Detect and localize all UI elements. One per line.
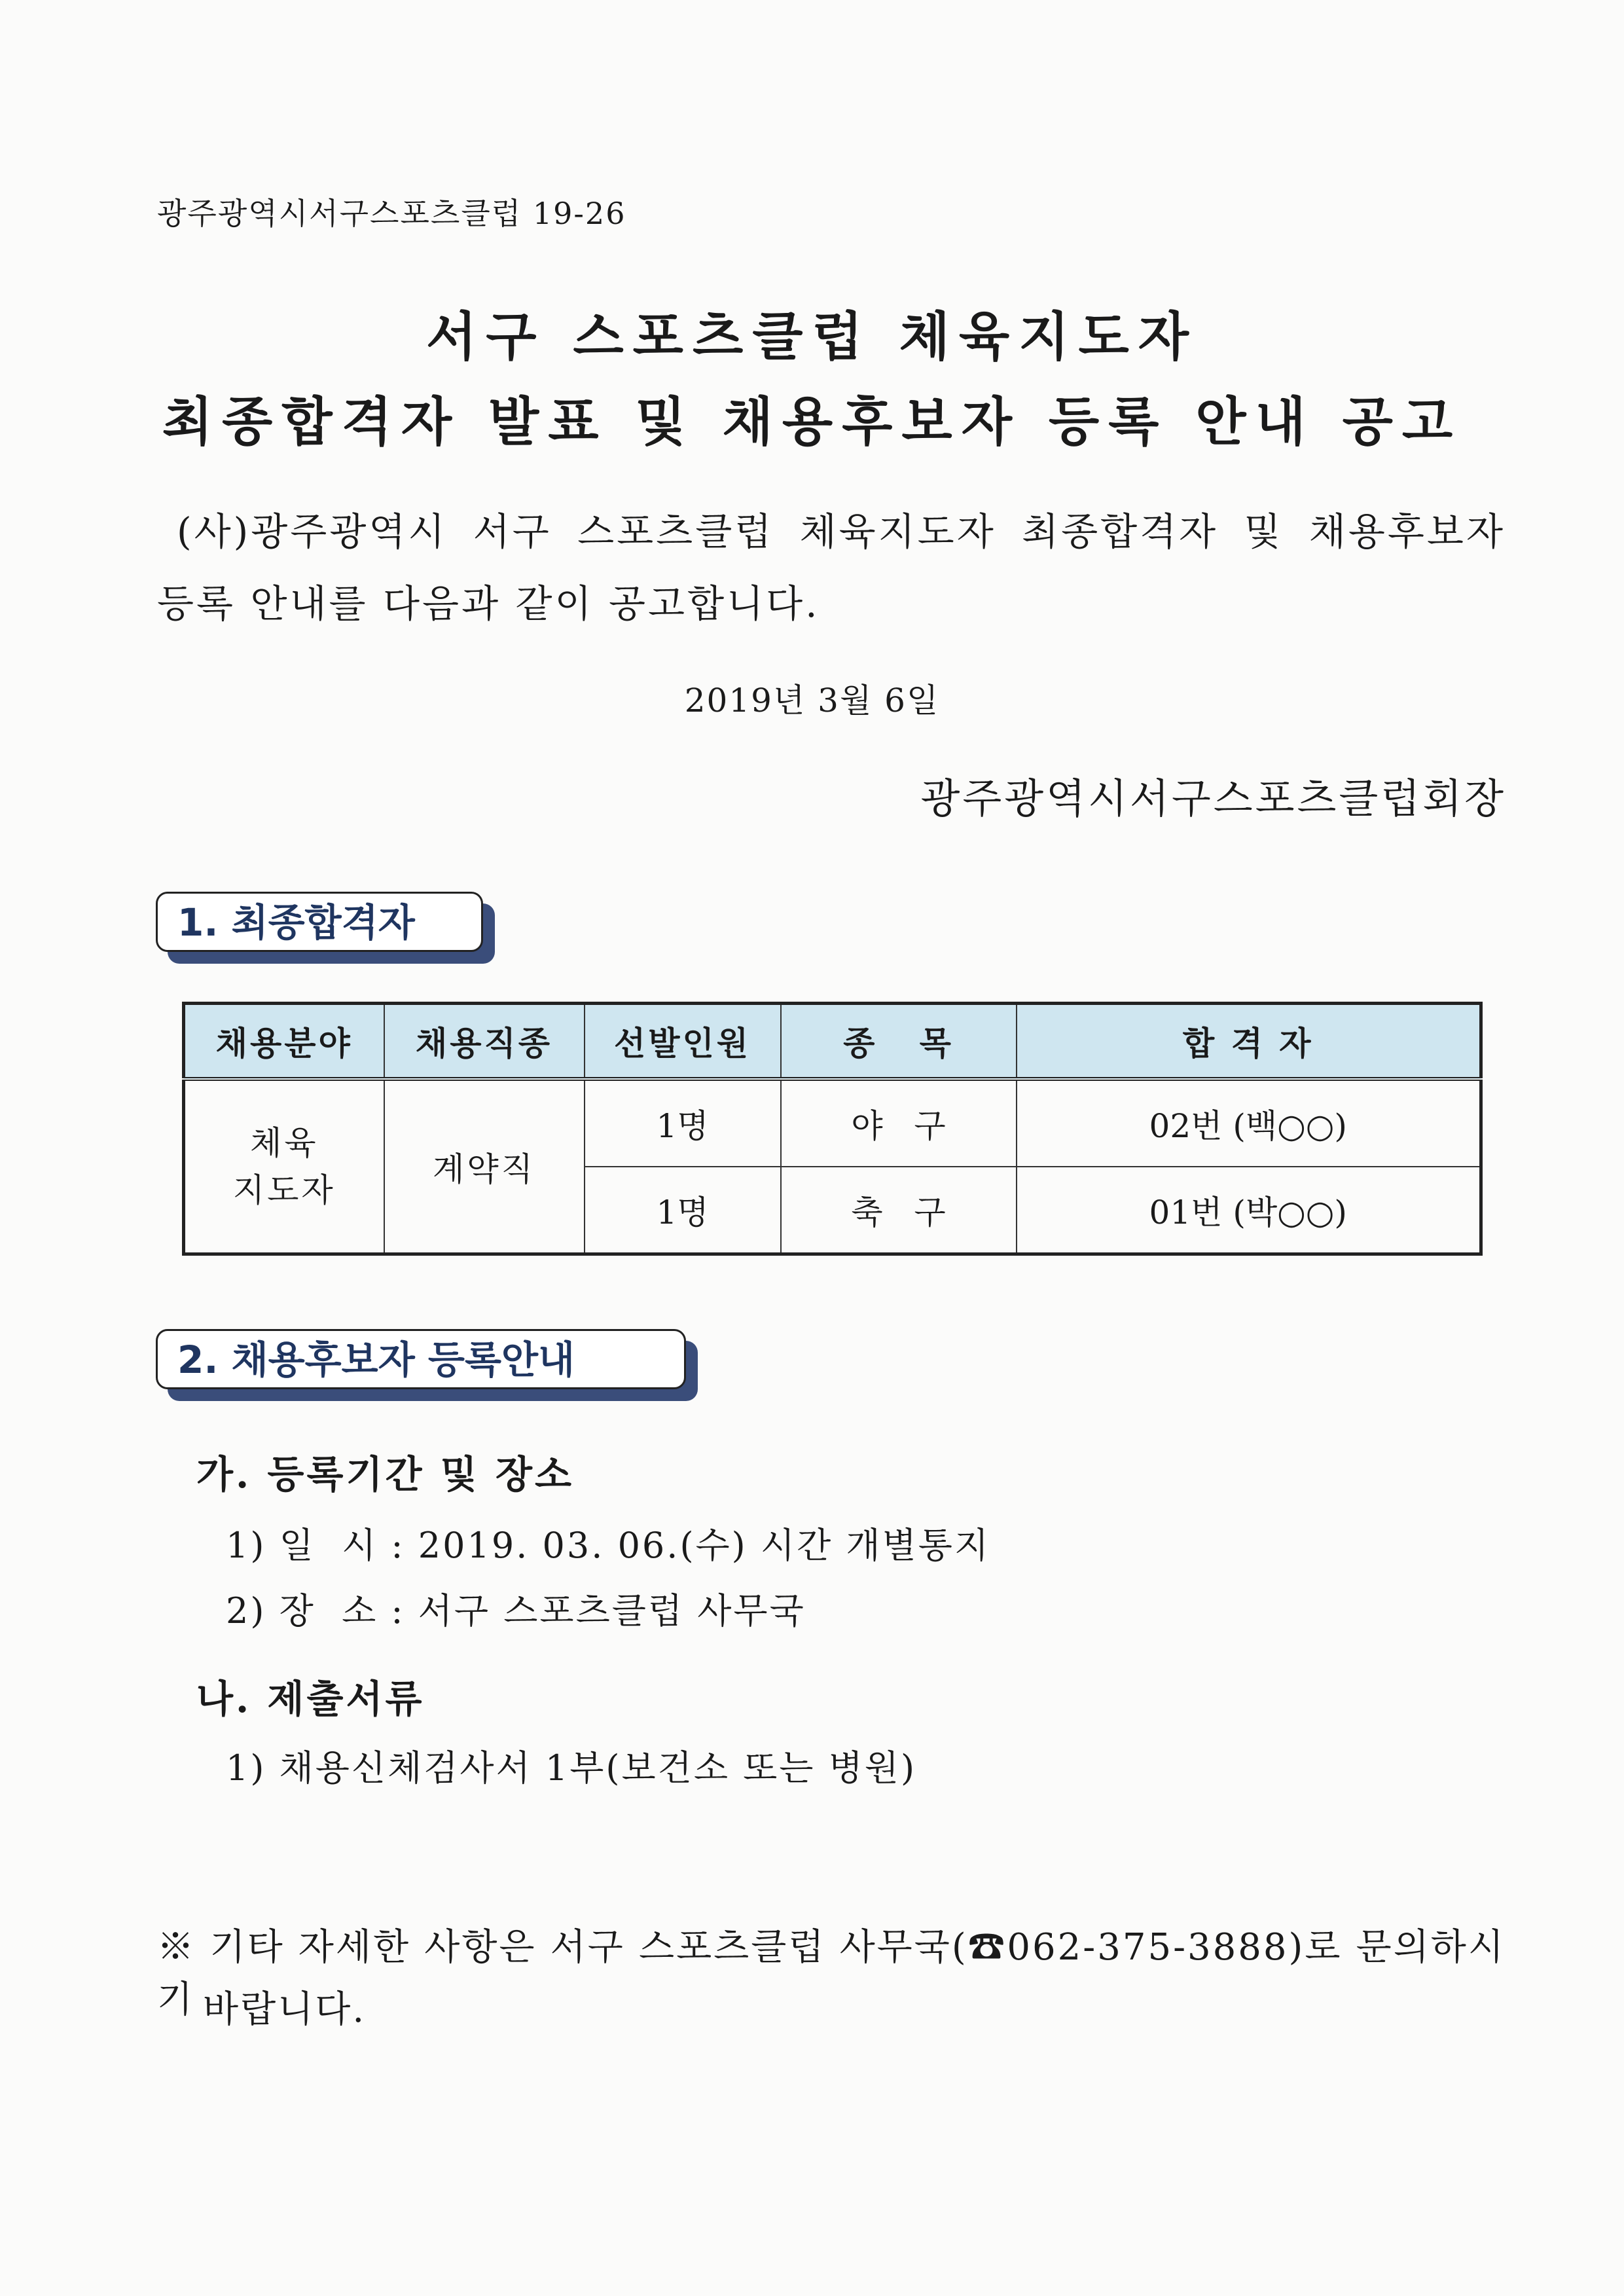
- header-sport: 종 목: [781, 1004, 1017, 1080]
- final-passers-table: [182, 1002, 1483, 1256]
- cell-passer: 01번 (박○○): [1017, 1167, 1481, 1254]
- cell-field-line-2: 지도자: [232, 1171, 336, 1209]
- cell-passer: 02번 (백○○): [1017, 1079, 1481, 1167]
- subsection-a-item-1: 1) 일 시 : 2019. 03. 06.(수) 시간 개별통지: [226, 1525, 991, 1566]
- header-field: 채용분야: [184, 1004, 384, 1080]
- intro-line-1: (사)광주광역시 서구 스포츠클럽 체육지도자 최종합격자 및 채용후보자: [177, 509, 1506, 554]
- section-2-heading: 2. 채용후보자 등록안내: [156, 1329, 686, 1389]
- cell-count: 1명: [585, 1167, 781, 1254]
- table-header-row: [184, 1004, 1481, 1080]
- announcement-date: 2019년 3월 6일: [684, 682, 940, 720]
- section-1-heading: 1. 최종합격자: [156, 892, 483, 952]
- cell-sport: 야 구: [781, 1079, 1017, 1167]
- contact-note-line-2: 바랍니다.: [203, 1988, 367, 2031]
- document-number: 광주광역시서구스포츠클럽 19-26: [157, 196, 626, 231]
- signatory: 광주광역시서구스포츠클럽회장: [920, 774, 1506, 822]
- table-row: [184, 1079, 1481, 1167]
- header-job-type: 채용직종: [384, 1004, 585, 1080]
- subsection-a-title: 가. 등록기간 및 장소: [196, 1452, 574, 1497]
- subsection-b-title: 나. 제출서류: [196, 1677, 425, 1721]
- cell-field: [184, 1079, 384, 1254]
- contact-note-line-1: ※ 기타 자세한 사항은 서구 스포츠클럽 사무국(☎062-375-3888)로 문의하시기: [157, 1926, 1506, 2021]
- cell-job-type: 계약직: [384, 1079, 585, 1254]
- subsection-a-item-2: 2) 장 소 : 서구 스포츠클럽 사무국: [226, 1590, 806, 1631]
- title-line-1: 서구 스포츠클럽 체육지도자: [425, 306, 1199, 367]
- cell-sport: 축 구: [781, 1167, 1017, 1254]
- intro-line-2: 등록 안내를 다음과 같이 공고합니다.: [157, 581, 820, 626]
- header-passer: 합 격 자: [1017, 1004, 1481, 1080]
- subsection-b-item-1: 1) 채용신체검사서 1부(보건소 또는 병원): [226, 1747, 917, 1789]
- cell-field-line-1: 체육: [249, 1124, 319, 1162]
- header-count: 선발인원: [585, 1004, 781, 1080]
- cell-count: 1명: [585, 1079, 781, 1167]
- title-line-2: 최종합격자 발표 및 채용후보자 등록 안내 공고: [162, 391, 1462, 452]
